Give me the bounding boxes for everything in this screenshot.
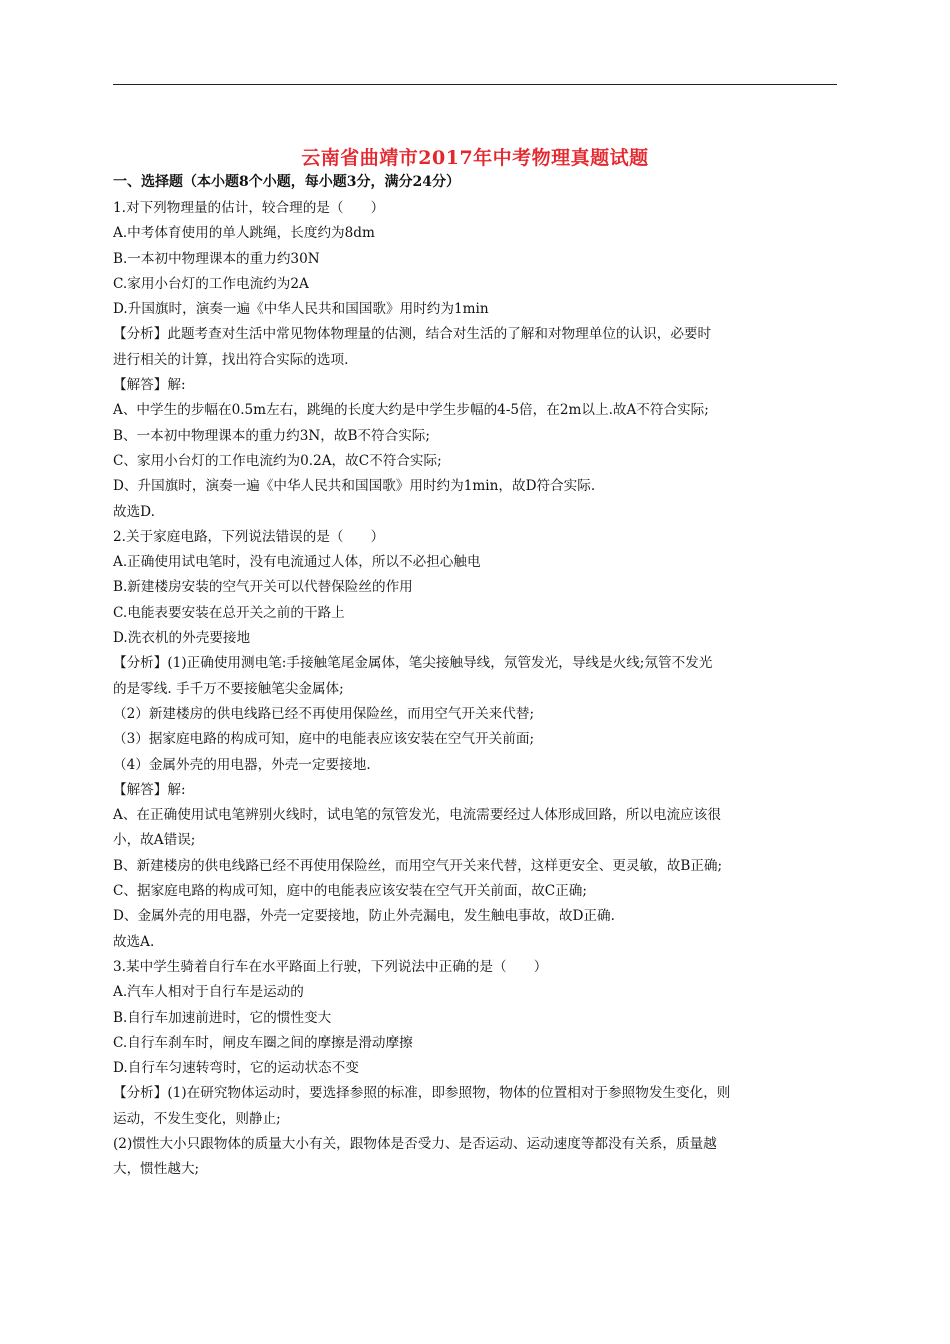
document-body xyxy=(113,196,841,1183)
text-line: 【解答】解: xyxy=(113,781,186,798)
text-line: D.升国旗时，演奏一遍《中华人民共和国国歌》用时约为1min xyxy=(113,301,489,318)
text-line: B、新建楼房的供电线路已经不再使用保险丝，而用空气开关来代替，这样更安全、更灵敏，故B正确; xyxy=(113,857,723,874)
text-line: 故选A. xyxy=(113,933,155,950)
text-line: 3.某中学生骑着自行车在水平路面上行驶，下列说法中正确的是（ ） xyxy=(113,958,548,975)
text-line: 【分析】此题考查对生活中常见物体物理量的估测，结合对生活的了解和对物理单位的认识，必要时 xyxy=(113,326,712,343)
text-line: 2.关于家庭电路，下列说法错误的是（ ） xyxy=(113,528,385,545)
text-line: A、在正确使用试电笔辨别火线时，试电笔的氖管发光，电流需要经过人体形成回路，所以电流应该很 xyxy=(113,807,721,824)
text-line: A.中考体育使用的单人跳绳，长度约为8dm xyxy=(113,225,375,242)
text-line: C.电能表要安装在总开关之前的干路上 xyxy=(113,604,345,621)
text-line: 大，惯性越大; xyxy=(113,1161,200,1178)
text-line: （4）金属外壳的用电器，外壳一定要接地. xyxy=(113,756,371,773)
text-line: 进行相关的计算，找出符合实际的选项. xyxy=(113,351,349,368)
text-line: C.家用小台灯的工作电流约为2A xyxy=(113,275,309,292)
text-line: A.正确使用试电笔时，没有电流通过人体，所以不必担心触电 xyxy=(113,554,481,571)
text-line: B、一本初中物理课本的重力约3N，故B不符合实际; xyxy=(113,427,430,444)
text-line: 【解答】解: xyxy=(113,377,186,394)
text-line: D、升国旗时，演奏一遍《中华人民共和国国歌》用时约为1min，故D符合实际. xyxy=(113,478,596,495)
text-line: 的是零线. 手千万不要接触笔尖金属体; xyxy=(113,680,344,697)
text-line: （3）据家庭电路的构成可知，庭中的电能表应该安装在空气开关前面; xyxy=(113,731,535,748)
text-line: 【分析】(1)正确使用测电笔:手接触笔尾金属体，笔尖接触导线，氖管发光，导线是火线;氖管不发光 xyxy=(113,655,713,672)
text-line: B.新建楼房安装的空气开关可以代替保险丝的作用 xyxy=(113,579,413,596)
text-line: A、中学生的步幅在0.5m左右，跳绳的长度大约是中学生步幅的4-5倍，在2m以上.故A不符合实际; xyxy=(113,402,709,419)
text-line: （2）新建楼房的供电线路已经不再使用保险丝，而用空气开关来代替; xyxy=(113,705,535,722)
text-line: A.汽车人相对于自行车是运动的 xyxy=(113,984,304,1001)
text-line: C、家用小台灯的工作电流约为0.2A，故C不符合实际; xyxy=(113,452,442,469)
text-line: 故选D. xyxy=(113,503,155,520)
text-line: D.洗衣机的外壳要接地 xyxy=(113,630,251,647)
document-title: 云南省曲靖市2017年中考物理真题试题 xyxy=(301,147,649,169)
text-line: D.自行车匀速转弯时，它的运动状态不变 xyxy=(113,1060,359,1077)
text-line: 小，故A错误; xyxy=(113,832,196,849)
text-line: C.自行车刹车时，闸皮车圈之间的摩擦是滑动摩擦 xyxy=(113,1034,413,1051)
header-rule xyxy=(113,84,837,85)
text-line: B.一本初中物理课本的重力约30N xyxy=(113,250,320,267)
text-line: D、金属外壳的用电器，外壳一定要接地，防止外壳漏电，发生触电事故，故D正确. xyxy=(113,908,615,925)
section-heading: 一、选择题（本小题8个小题，每小题3分，满分24分） xyxy=(113,174,460,190)
text-line: B.自行车加速前进时，它的惯性变大 xyxy=(113,1009,332,1026)
text-line: 1.对下列物理量的估计，较合理的是（ ） xyxy=(113,200,385,216)
text-line: 运动，不发生变化，则静止; xyxy=(113,1110,281,1127)
text-line: (2)惯性大小只跟物体的质量大小有关，跟物体是否受力、是否运动、运动速度等都没有关系，质量越 xyxy=(113,1135,717,1152)
text-line: 【分析】(1)在研究物体运动时，要选择参照的标准，即参照物，物体的位置相对于参照物发生变化，则 xyxy=(113,1085,731,1102)
text-line: C、据家庭电路的构成可知，庭中的电能表应该安装在空气开关前面，故C正确; xyxy=(113,883,587,900)
